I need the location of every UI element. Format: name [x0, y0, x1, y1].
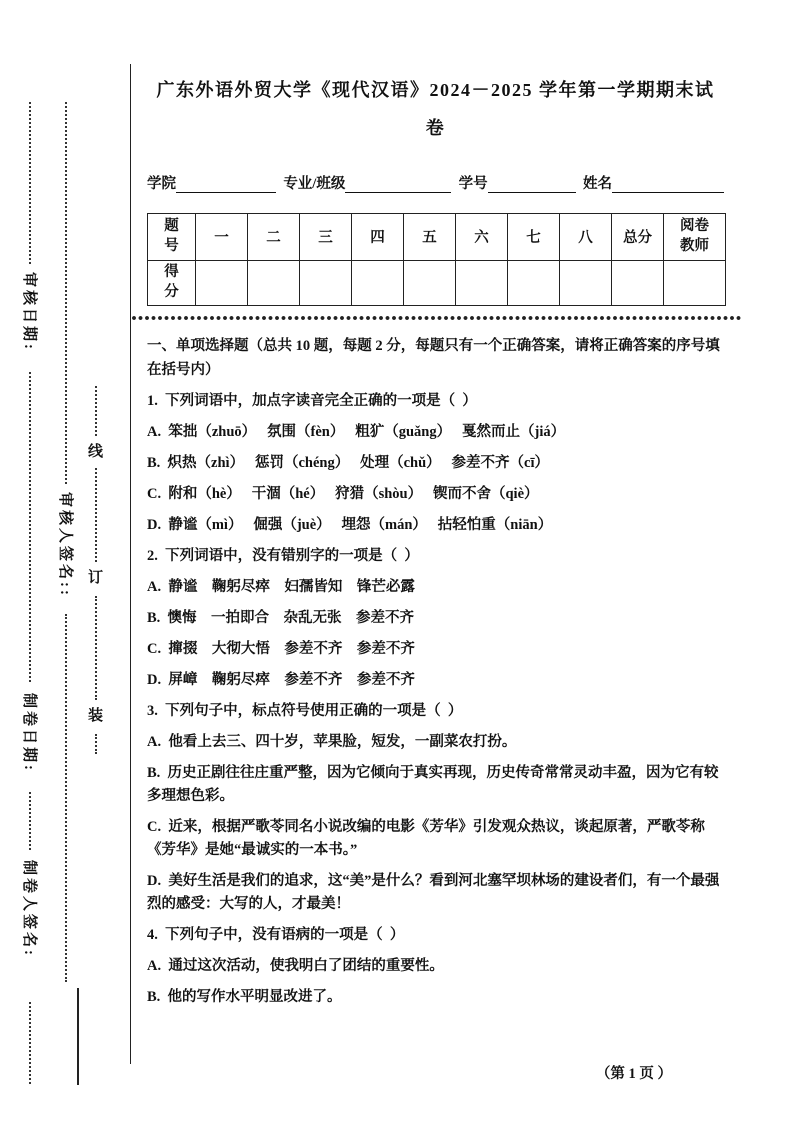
- question-stem: 4. 下列句子中，没有语病的一项是（ ）: [147, 926, 405, 943]
- dotted-rule: [65, 614, 67, 982]
- option-line: D. 静谧（mì） 倔强（juè） 埋怨（mán） 拈轻怕重（niān）: [147, 516, 553, 533]
- option-line: A. 他看上去三、四十岁，苹果脸，短发，一副菜农打扮。: [147, 733, 517, 750]
- score-table: [147, 213, 726, 306]
- binding-line-dots: [95, 734, 97, 754]
- table-col-header: 八: [560, 213, 612, 260]
- info-field-student-id: [459, 172, 576, 193]
- binding-line-dots: [95, 386, 97, 436]
- question-4: [147, 924, 724, 1009]
- question-1: [147, 390, 724, 537]
- name-label: 姓名: [582, 175, 612, 192]
- page-title: 广东外语外贸大学《现代汉语》2024－2025 学年第一学期期末试卷: [156, 80, 715, 138]
- option-line: C. 附和（hè） 干涸（hé） 狩猎（shòu） 锲而不舍（qiè）: [147, 485, 539, 502]
- option-line: B. 历史正剧往往庄重严整，因为它倾向于真实再现，历史传奇常常灵动丰盈，因为它有较多理想色彩。: [147, 764, 719, 804]
- score-cell: [612, 260, 664, 305]
- score-cell: [248, 260, 300, 305]
- info-field-major-class: [283, 172, 451, 193]
- binding-char-line: 线: [88, 444, 104, 460]
- student-id-label: 学号: [458, 175, 488, 192]
- option-line: D. 屏嶂 鞠躬尽瘁 参差不齐 参差不齐: [147, 671, 415, 688]
- review-date-label: 审核日期:: [21, 272, 37, 352]
- student-id-blank: [488, 174, 576, 193]
- option-line: A. 笨拙（zhuō） 氛围（fèn） 粗犷（guǎng） 戛然而止（jiá）: [147, 423, 566, 440]
- option-line: B. 炽热（zhì） 惩罚（chéng） 处理（chǔ） 参差不齐（cī）: [147, 454, 549, 471]
- question-3: [147, 700, 724, 916]
- binding-line-dots: [95, 596, 97, 700]
- binding-char-staple: 订: [88, 570, 104, 586]
- score-cell: [456, 260, 508, 305]
- college-label: 学院: [147, 175, 176, 192]
- option-line: A. 静谧 鞠躬尽瘁 妇孺皆知 锋芒必露: [147, 578, 415, 595]
- section-title: 一、单项选择题（总共 10 题，每题 2 分，每题只有一个正确答案，请将正确答案的序号填在括号内）: [147, 337, 720, 378]
- option-line: B. 懊悔 一拍即合 杂乱无张 参差不齐: [147, 609, 415, 626]
- binding-line-dots: [95, 468, 97, 562]
- dotted-rule: [29, 1002, 31, 1084]
- score-cell: [508, 260, 560, 305]
- table-col-header: 四: [352, 213, 404, 260]
- info-field-college: [147, 172, 276, 193]
- question-2: [147, 545, 724, 692]
- paper-maker-signature-label: 制卷人签名:: [21, 860, 37, 958]
- score-cell: [560, 260, 612, 305]
- option-line: D. 美好生活是我们的追求，这“美”是什么？看到河北塞罕坝林场的建设者们，有一个最强烈的感受：大写的人，才最美！: [147, 872, 720, 912]
- table-col-header: 七: [508, 213, 560, 260]
- info-field-name: [583, 172, 724, 193]
- question-stem: 3. 下列句子中，标点符号使用正确的一项是（ ）: [147, 702, 463, 719]
- college-blank: [176, 174, 276, 193]
- score-cell: [404, 260, 456, 305]
- major-class-blank: [345, 174, 451, 193]
- table-col-header: 五: [404, 213, 456, 260]
- score-cell: [196, 260, 248, 305]
- major-class-label: 专业/班级: [283, 175, 346, 192]
- table-corner-cell: 题号: [148, 213, 196, 260]
- option-line: C. 近来，根据严歌苓同名小说改编的电影《芳华》引发观众热议，谈起原著，严歌苓称《芳华》是她“最诚实的一本书。”: [147, 818, 705, 858]
- exam-sheet: [130, 64, 742, 1064]
- table-col-header: 一: [196, 213, 248, 260]
- student-info-line: [147, 172, 724, 193]
- dotted-separator: [131, 315, 742, 321]
- table-col-header: 二: [248, 213, 300, 260]
- option-line: B. 他的写作水平明显改进了。: [147, 988, 342, 1005]
- dotted-rule: [65, 102, 67, 484]
- paper-date-label: 制卷日期:: [21, 693, 37, 773]
- question-stem: 2. 下列词语中，没有错别字的一项是（ ）: [147, 547, 419, 564]
- binding-margin: [0, 0, 130, 1122]
- reviewer-signature-label: 审核人签名::: [57, 492, 73, 598]
- table-col-header: 总分: [612, 213, 664, 260]
- page-footer: （第 1 页 ）: [595, 1066, 672, 1082]
- table-col-header-grader: 阅卷教师: [664, 213, 726, 260]
- table-col-header: 六: [456, 213, 508, 260]
- score-cell: [352, 260, 404, 305]
- margin-rule: [77, 988, 79, 1085]
- table-col-header: 三: [300, 213, 352, 260]
- binding-char-bind: 装: [88, 708, 104, 724]
- option-line: A. 通过这次活动，使我明白了团结的重要性。: [147, 957, 444, 974]
- dotted-rule: [29, 372, 31, 682]
- dotted-rule: [29, 102, 31, 264]
- question-stem: 1. 下列词语中，加点字读音完全正确的一项是（ ）: [147, 392, 477, 409]
- name-blank: [612, 174, 724, 193]
- score-label-cell: 得分: [148, 260, 196, 305]
- score-cell: [664, 260, 726, 305]
- dotted-rule: [29, 792, 31, 850]
- score-cell: [300, 260, 352, 305]
- option-line: C. 撺掇 大彻大悟 参差不齐 参差不齐: [147, 640, 415, 657]
